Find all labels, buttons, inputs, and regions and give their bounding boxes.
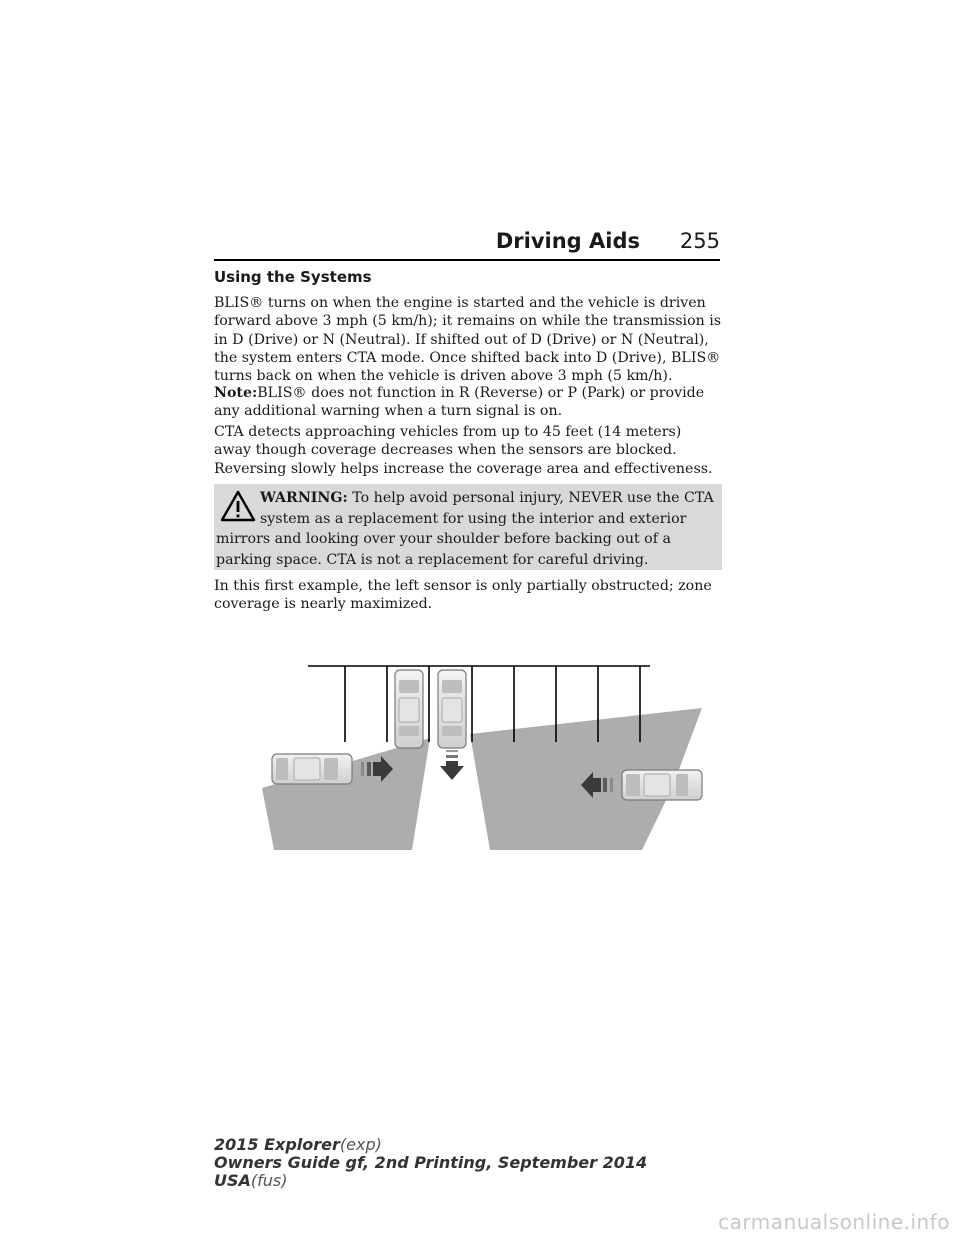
note-label: Note: — [214, 385, 258, 401]
warning-box — [214, 484, 722, 570]
left-approaching-car — [272, 754, 352, 784]
cta-coverage-diagram — [262, 658, 706, 852]
paragraph-cta-detection: CTA detects approaching vehicles from up to 45 feet (14 meters) away though coverage decreases when the sensors are blocked. Reversing slowly helps increase the coverage area and effectiveness. — [214, 424, 713, 477]
page-footer — [214, 1136, 647, 1190]
footer-guide-line: Owners Guide gf, 2nd Printing, September 2014 — [214, 1153, 648, 1172]
footer-market-line: USA(fus) — [214, 1171, 288, 1190]
warning-text: To help avoid personal injury, NEVER use the CTA system as a replacement for using the interior and exterior mirrors and looking over your shoulder before backing out of a parking space. CTA is not a replacement for careful driving. — [216, 490, 714, 568]
section-title: Driving Aids — [495, 229, 640, 253]
backing-car — [438, 670, 466, 748]
parked-car — [395, 670, 423, 748]
parking-lines — [308, 666, 650, 742]
note-text: BLIS® does not function in R (Reverse) or P (Park) or provide any additional warning when a turn signal is on. — [214, 385, 705, 420]
paragraph-blis-operation: BLIS® turns on when the engine is started and the vehicle is driven forward above 3 mph (5 km/h); it remains on while the transmission is in D (Drive) or N (Neutral). If shifted out of D (Drive) or N (Neutral), the system enters CTA mode. Once shifted back into D (Drive), BLIS® turns back on when the vehicle is driven above 3 mph (5 km/h). — [214, 295, 722, 385]
watermark: carmanualsonline.info — [718, 1210, 950, 1234]
right-approaching-car — [622, 770, 702, 800]
warning-text-block — [216, 488, 716, 570]
page-number: 255 — [679, 229, 720, 253]
note-paragraph — [214, 384, 722, 421]
reverse-arrow — [440, 750, 464, 780]
subheading: Using the Systems — [214, 268, 372, 286]
footer-model-line: 2015 Explorer(exp) — [214, 1135, 382, 1154]
warning-label: WARNING: — [260, 490, 348, 506]
page-header — [214, 225, 720, 261]
paragraph-example: In this first example, the left sensor is only partially obstructed; zone coverage is nearly maximized. — [214, 578, 712, 613]
